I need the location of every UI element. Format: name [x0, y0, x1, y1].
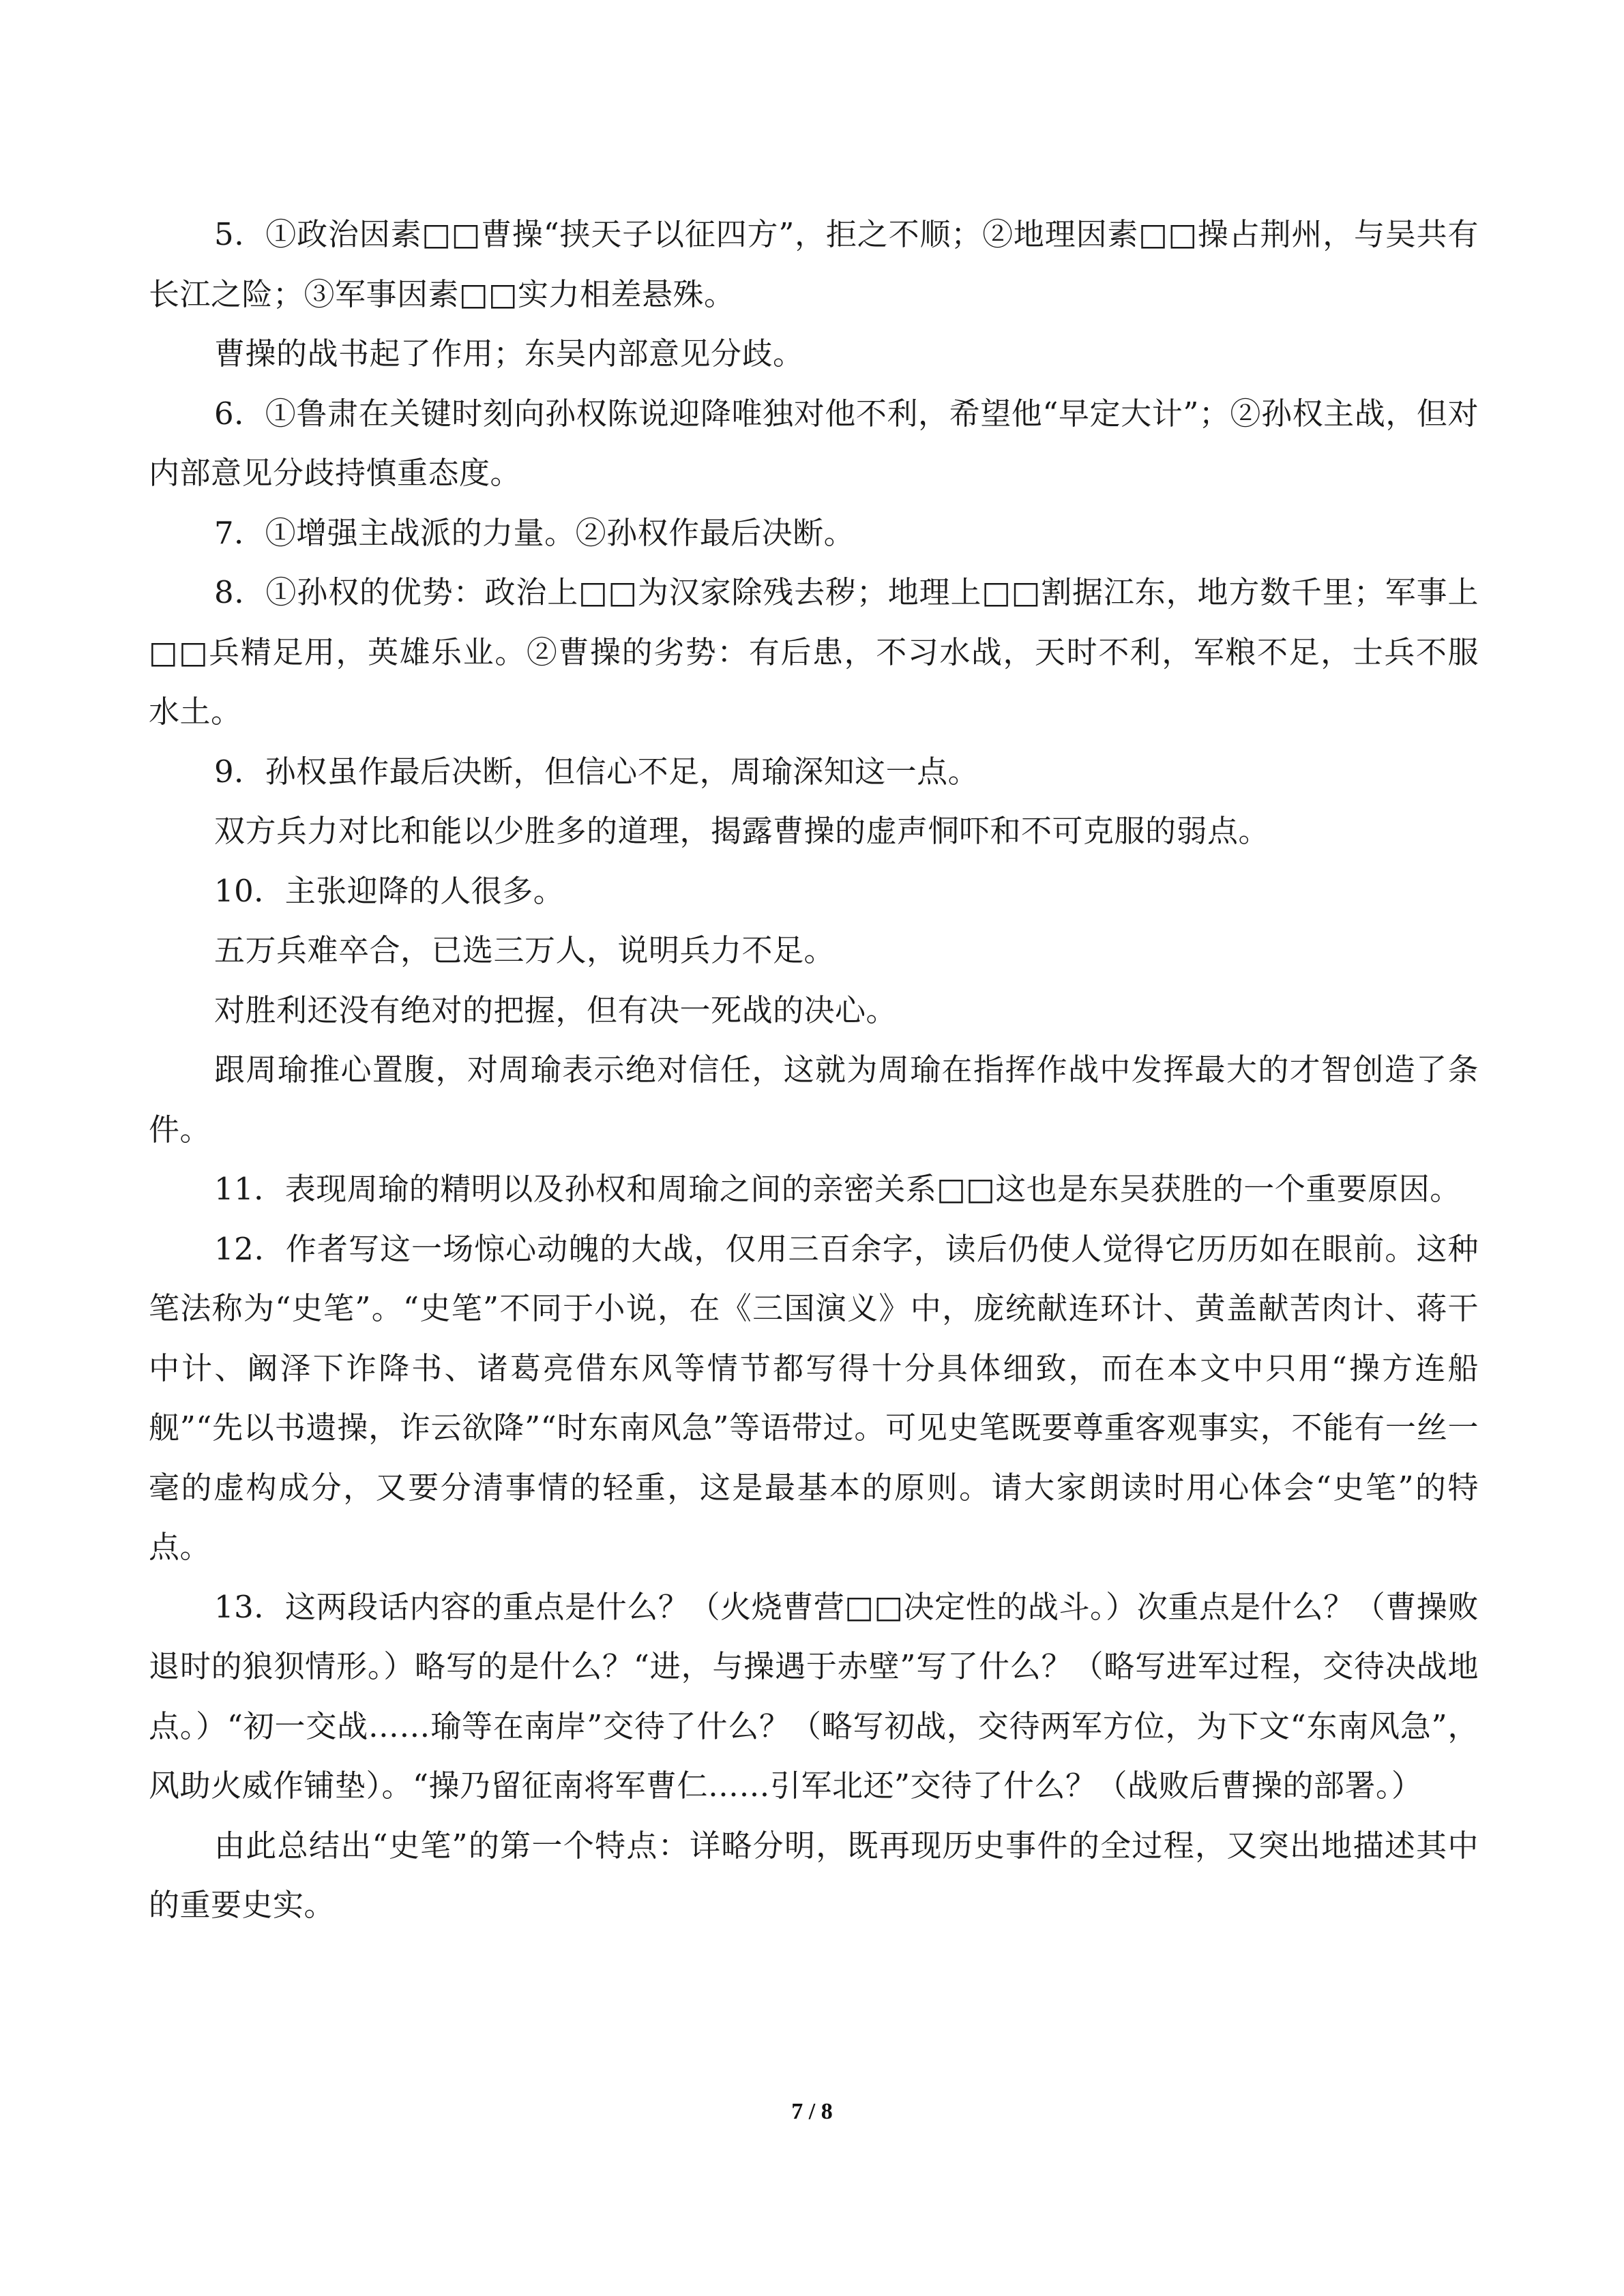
paragraph-9: 9．孙权虽作最后决断，但信心不足，周瑜深知这一点。 [214, 753, 979, 790]
paragraph-13: 13．这两段话内容的重点是什么？（火烧曹营□□决定性的战斗。）次重点是什么？（曹操败退时的狼狈情形。）略写的是什么？“进，与操遇于赤壁”写了什么？（略写进军过程，交待决战地点。）“初一交战……瑜等在南岸”交待了什么？（略写初战，交待两军方位，为下文“东南风急”，风助火威作铺垫）。“操乃留征南将军曹仁……引军北还”交待了什么？（战败后曹操的部署。） [149, 1588, 1479, 1804]
document-body [149, 205, 1479, 1935]
page-number: 7 / 8 [791, 2099, 833, 2124]
paragraph-10: 10．主张迎降的人很多。 [214, 872, 565, 909]
paragraph-5: 5．①政治因素□□曹操“挟天子以征四方”，拒之不顺；②地理因素□□操占荆州，与吴共有长江之险；③军事因素□□实力相差悬殊。 [149, 216, 1479, 312]
paragraph-7: 7．①增强主战派的力量。②孙权作最后决断。 [214, 514, 855, 551]
paragraph-10-note-a: 五万兵难卒合，已选三万人，说明兵力不足。 [214, 932, 836, 968]
paragraph-5-note: 曹操的战书起了作用；东吴内部意见分歧。 [214, 336, 804, 372]
paragraph-6: 6．①鲁肃在关键时刻向孙权陈说迎降唯独对他不利，希望他“早定大计”；②孙权主战，但对内部意见分歧持慎重态度。 [149, 395, 1479, 491]
paragraph-summary: 由此总结出“史笔”的第一个特点：详略分明，既再现历史事件的全过程，又突出地描述其中的重要史实。 [149, 1827, 1479, 1923]
paragraph-9-note: 双方兵力对比和能以少胜多的道理，揭露曹操的虚声恫吓和不可克服的弱点。 [214, 813, 1270, 849]
paragraph-8: 8．①孙权的优势：政治上□□为汉家除残去秽；地理上□□割据江东，地方数千里；军事上□□兵精足用，英雄乐业。②曹操的劣势：有后患，不习水战，天时不利，军粮不足，士兵不服水土。 [149, 574, 1479, 730]
paragraph-10-note-b: 对胜利还没有绝对的把握，但有决一死战的决心。 [214, 992, 898, 1028]
paragraph-12: 12．作者写这一场惊心动魄的大战，仅用三百余字，读后仍使人觉得它历历如在眼前。这种笔法称为“史笔”。“史笔”不同于小说，在《三国演义》中，庞统献连环计、黄盖献苦肉计、蒋干中计、阚泽下诈降书、诸葛亮借东风等情节都写得十分具体细致，而在本文中只用“操方连船舰”“先以书遗操，诈云欲降”“时东南风急”等语带过。可见史笔既要尊重客观事实，不能有一丝一毫的虚构成分，又要分清事情的轻重，这是最基本的原则。请大家朗读时用心体会“史笔”的特点。 [149, 1230, 1479, 1565]
paragraph-10-note-c: 跟周瑜推心置腹，对周瑜表示绝对信任，这就为周瑜在指挥作战中发挥最大的才智创造了条件。 [149, 1052, 1479, 1148]
paragraph-11: 11．表现周瑜的精明以及孙权和周瑜之间的亲密关系□□这也是东吴获胜的一个重要原因。 [214, 1171, 1461, 1207]
